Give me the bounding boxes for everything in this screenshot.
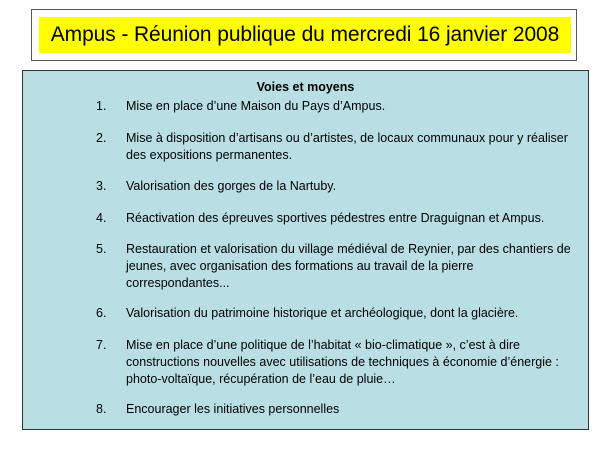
section-heading: Voies et moyens	[256, 80, 355, 94]
item-text: Valorisation du patrimoine historique et archéologique, dont la glacière.	[126, 306, 519, 320]
page-title: Ampus - Réunion publique du mercredi 16 janvier 2008	[39, 17, 571, 53]
content-box	[22, 70, 589, 430]
item-number: 3.	[96, 179, 107, 193]
item-number: 8.	[96, 402, 107, 416]
item-text: Mise en place d’une Maison du Pays d’Ampus.	[126, 99, 386, 113]
item-text: Mise à disposition d’artisans ou d’artistes, de locaux communaux pour y réaliser des expositions permanentes.	[126, 131, 568, 162]
item-text: Restauration et valorisation du village médiéval de Reynier, par des chantiers de jeunes, avec organisation des formations au travail de la pierre correspondantes...	[126, 242, 571, 290]
item-number: 6.	[96, 306, 107, 320]
item-text: Encourager les initiatives personnelles	[126, 402, 340, 416]
item-text: Valorisation des gorges de la Nartuby.	[126, 179, 337, 193]
item-text: Réactivation des épreuves sportives pédestres entre Draguignan et Ampus.	[126, 211, 545, 225]
item-number: 5.	[96, 242, 107, 256]
item-number: 2.	[96, 131, 107, 145]
item-number: 1.	[96, 99, 107, 113]
item-number: 4.	[96, 211, 107, 225]
item-text: Mise en place d’une politique de l’habitat « bio-climatique », c’est à dire constructions nouvelles avec utilisations de techniques à économie d’énergie : photo-voltaïque, récupération de l’eau de pluie…	[126, 338, 559, 386]
item-number: 7.	[96, 338, 107, 352]
